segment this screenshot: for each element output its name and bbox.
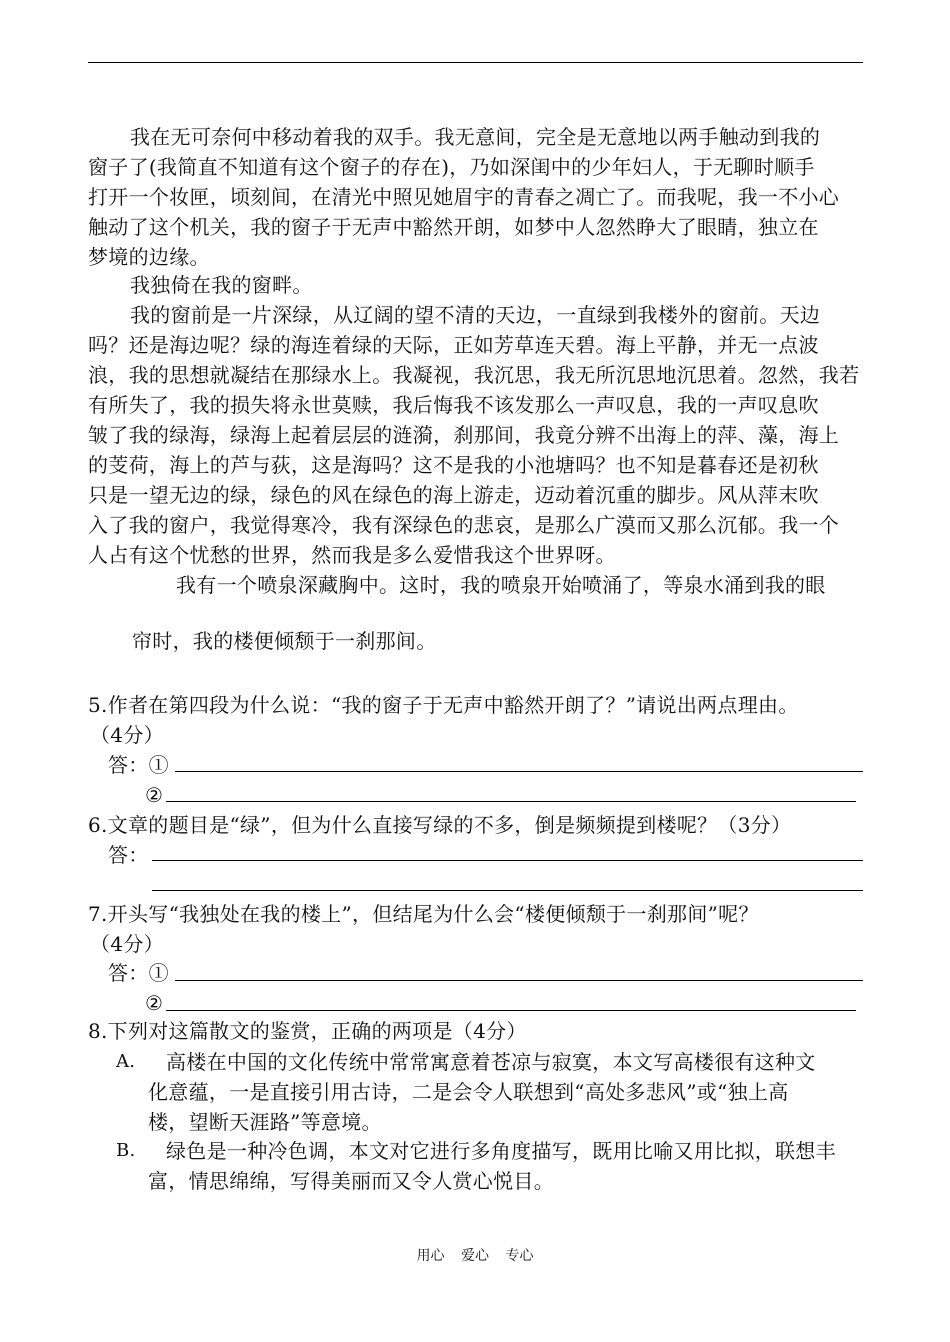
passage-line: 梦境的边缘。 bbox=[88, 245, 210, 269]
option-letter: B. bbox=[116, 1140, 136, 1161]
answer-label: 答：① bbox=[108, 753, 169, 777]
answer-label: 答：① bbox=[108, 961, 169, 985]
option-a-line: 化意蕴，一是直接引用古诗，二是会令人联想到“高处多悲风”或“独上高 bbox=[148, 1080, 789, 1104]
option-b-line: 富，情思绵绵，写得美丽而又令人赏心悦目。 bbox=[148, 1169, 554, 1193]
option-a-line: 楼，望断天涯路”等意境。 bbox=[148, 1110, 382, 1134]
passage-line: 我在无可奈何中移动着我的双手。我无意间，完全是无意地以两手触动到我的 bbox=[130, 125, 821, 149]
passage-line: 我的窗前是一片深绿，从辽阔的望不清的天边，一直绿到我楼外的窗前。天边 bbox=[130, 303, 821, 327]
question-8-text: 8.下列对这篇散文的鉴赏，正确的两项是（4分） bbox=[88, 1019, 527, 1043]
passage-line: 我有一个喷泉深藏胸中。这时，我的喷泉开始喷涌了，等泉水涌到我的眼 bbox=[176, 573, 826, 597]
answer-line[interactable] bbox=[175, 980, 863, 981]
answer-line[interactable] bbox=[152, 890, 863, 891]
answer-mark: ② bbox=[145, 783, 164, 807]
passage-line: 吗？还是海边呢？绿的海连着绿的天际，正如芳草连天碧。海上平静，并无一点波 bbox=[88, 333, 819, 357]
answer-line[interactable] bbox=[152, 860, 863, 861]
passage-line: 触动了这个机关，我的窗子于无声中豁然开朗，如梦中人忽然睁大了眼睛，独立在 bbox=[88, 215, 819, 239]
passage-line: 的芰荷，海上的芦与荻，这是海吗？这不是我的小池塘吗？也不知是暮春还是初秋 bbox=[88, 453, 819, 477]
question-7-text: 7.开头写“我独处在我的楼上”，但结尾为什么会“楼便倾颓于一刹那间”呢？ bbox=[88, 902, 759, 926]
answer-mark: ② bbox=[145, 991, 164, 1015]
passage-line: 人占有这个忧愁的世界，然而我是多么爱惜我这个世界呀。 bbox=[88, 543, 616, 567]
answer-label: 答： bbox=[108, 843, 149, 867]
passage-line: 帘时，我的楼便倾颓于一刹那间。 bbox=[132, 629, 437, 653]
passage-line: 皱了我的绿海，绿海上起着层层的涟漪，刹那间，我竟分辨不出海上的萍、藻，海上 bbox=[88, 423, 840, 447]
passage-line: 入了我的窗户，我觉得寒冷，我有深绿色的悲哀，是那么广漠而又那么沉郁。我一个 bbox=[88, 513, 840, 537]
passage-line: 浪，我的思想就凝结在那绿水上。我凝视，我沉思，我无所沉思地沉思着。忽然，我若 bbox=[88, 363, 860, 387]
option-letter: A. bbox=[116, 1051, 136, 1072]
question-7-score: （4分） bbox=[90, 932, 164, 956]
passage-line: 只是一望无边的绿，绿色的风在绿色的海上游走，迈动着沉重的脚步。风从萍末吹 bbox=[88, 483, 819, 507]
answer-line[interactable] bbox=[166, 801, 856, 802]
question-5-text: 5.作者在第四段为什么说：“我的窗子于无声中豁然开朗了？”请说出两点理由。 bbox=[88, 693, 799, 717]
page-footer: 用心 爱心 专心 bbox=[416, 1248, 534, 1264]
option-b-line: 绿色是一种冷色调，本文对它进行多角度描写，既用比喻又用比拟，联想丰 bbox=[166, 1139, 836, 1163]
passage-line: 打开一个妆匣，顷刻间，在清光中照见她眉宇的青春之凋亡了。而我呢，我一不小心 bbox=[88, 185, 840, 209]
passage-line: 我独倚在我的窗畔。 bbox=[130, 273, 313, 297]
option-a-line: 高楼在中国的文化传统中常常寓意着苍凉与寂寞，本文写高楼很有这种文 bbox=[166, 1050, 816, 1074]
answer-line[interactable] bbox=[175, 771, 863, 772]
header-rule bbox=[88, 62, 863, 63]
question-5-score: （4分） bbox=[90, 723, 164, 747]
question-6-text: 6.文章的题目是“绿”，但为什么直接写绿的不多，倒是频频提到楼呢？（3分） bbox=[88, 813, 792, 837]
answer-line[interactable] bbox=[166, 1010, 856, 1011]
passage-line: 有所失了，我的损失将永世莫赎，我后悔我不该发那么一声叹息，我的一声叹息吹 bbox=[88, 393, 819, 417]
passage-line: 窗子了(我简直不知道有这个窗子的存在)，乃如深闺中的少年妇人，于无聊时顺手 bbox=[88, 155, 815, 179]
